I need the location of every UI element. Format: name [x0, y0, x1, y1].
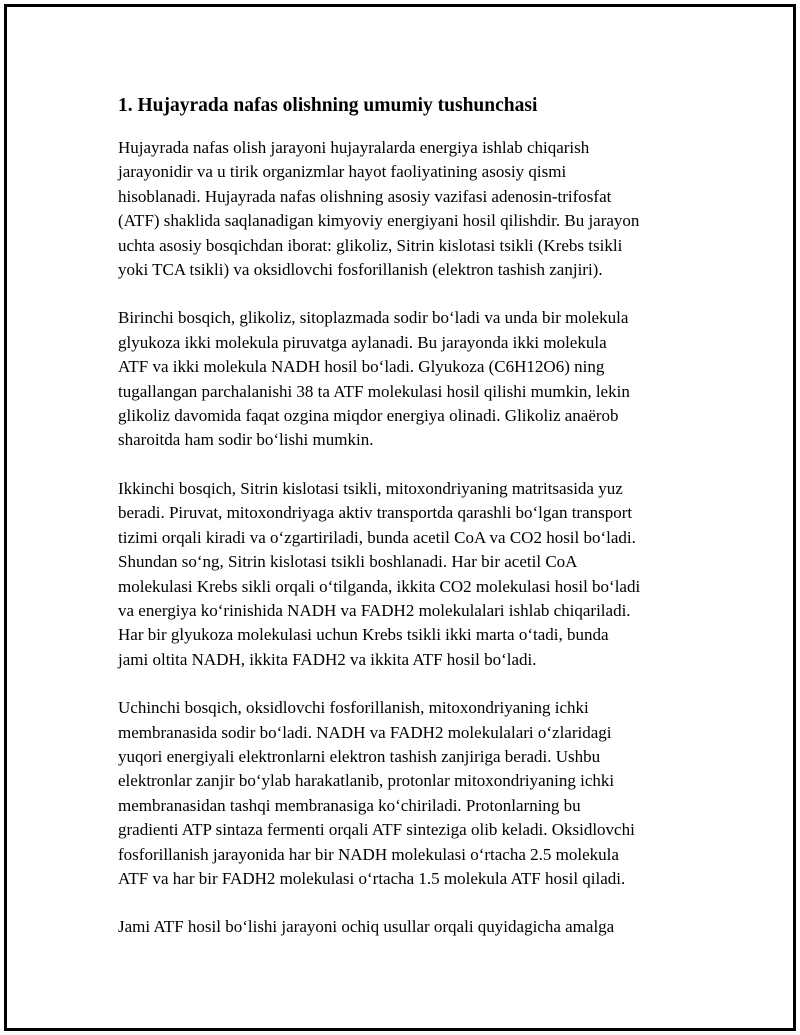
- text-line: ATF va har bir FADH2 molekulasi oʻrtacha 1.5 molekula ATF hosil qiladi.: [118, 868, 626, 888]
- text-line: yuqori energiyali elektronlarni elektron tashish zanjiriga beradi. Ushbu: [118, 746, 601, 766]
- text-line: gradienti ATP sintaza fermenti orqali ATF sinteziga olib keladi. Oksidlovchi: [118, 820, 635, 840]
- paragraph-krebs-cycle: [118, 477, 698, 672]
- text-line: sharoitda ham sodir boʻlishi mumkin.: [118, 430, 374, 450]
- text-line: beradi. Piruvat, mitoxondriyaga aktiv transportda qarashli boʻlgan transport: [118, 503, 633, 523]
- text-line: tizimi orqali kiradi va oʻzgartiriladi, bunda acetil CoA va CO2 hosil boʻladi.: [118, 527, 636, 547]
- text-line: Har bir glyukoza molekulasi uchun Krebs tsikli ikki marta oʻtadi, bunda: [118, 625, 609, 645]
- text-line: molekulasi Krebs sikli orqali oʻtilganda, ikkita CO2 molekulasi hosil boʻladi: [118, 576, 641, 596]
- text-line: Jami ATF hosil boʻlishi jarayoni ochiq usullar orqali quyidagicha amalga: [118, 917, 615, 937]
- text-line: elektronlar zanjir boʻylab harakatlanib, protonlar mitoxondriyaning ichki: [118, 771, 615, 791]
- text-line: va energiya koʻrinishida NADH va FADH2 molekulalari ishlab chiqariladi.: [118, 600, 631, 620]
- text-line: glikoliz davomida faqat ozgina miqdor energiya olinadi. Glikoliz anaërob: [118, 406, 619, 426]
- paragraph-total-atp: [118, 915, 698, 939]
- text-line: yoki TCA tsikli) va oksidlovchi fosforillanish (elektron tashish zanjiri).: [118, 260, 603, 280]
- text-line: Hujayrada nafas olish jarayoni hujayralarda energiya ishlab chiqarish: [118, 138, 590, 157]
- text-line: fosforillanish jarayonida har bir NADH molekulasi oʻrtacha 2.5 molekula: [118, 844, 619, 864]
- text-line: jami oltita NADH, ikkita FADH2 va ikkita ATF hosil boʻladi.: [118, 649, 537, 669]
- paragraph-glycolysis: [118, 306, 698, 452]
- paragraph-oxidative-phosphorylation: [118, 696, 698, 891]
- text-line: tugallangan parchalanishi 38 ta ATF molekulasi hosil qilishi mumkin, lekin: [118, 381, 630, 401]
- text-line: Ikkinchi bosqich, Sitrin kislotasi tsikli, mitoxondriyaning matritsasida yuz: [118, 478, 623, 498]
- section-heading: 1. Hujayrada nafas olishning umumiy tushunchasi: [118, 95, 538, 116]
- text-line: membranasidan tashqi membranasiga koʻchiriladi. Protonlarning bu: [118, 795, 581, 815]
- text-line: Shundan soʻng, Sitrin kislotasi tsikli boshlanadi. Har bir acetil CoA: [118, 552, 578, 572]
- text-line: Birinchi bosqich, glikoliz, sitoplazmada sodir boʻladi va unda bir molekula: [118, 308, 629, 328]
- text-line: uchta asosiy bosqichdan iborat: glikoliz, Sitrin kislotasi tsikli (Krebs tsikli: [118, 235, 623, 255]
- text-line: ATF va ikki molekula NADH hosil boʻladi. Glyukoza (C6H12O6) ning: [118, 357, 605, 377]
- text-line: jarayonidir va u tirik organizmlar hayot faoliyatining asosiy qismi: [118, 162, 567, 182]
- text-line: Uchinchi bosqich, oksidlovchi fosforillanish, mitoxondriyaning ichki: [118, 698, 589, 718]
- text-line: membranasida sodir boʻladi. NADH va FADH2 molekulalari oʻzlaridagi: [118, 722, 612, 742]
- paragraph-intro: [118, 136, 698, 282]
- text-line: hisoblanadi. Hujayrada nafas olishning asosiy vazifasi adenosin-trifosfat: [118, 186, 612, 206]
- text-line: glyukoza ikki molekula piruvatga aylanadi. Bu jarayonda ikki molekula: [118, 332, 607, 352]
- document-body: [118, 92, 698, 964]
- text-line: (ATF) shaklida saqlanadigan kimyoviy energiyani hosil qilishdir. Bu jarayon: [118, 211, 640, 231]
